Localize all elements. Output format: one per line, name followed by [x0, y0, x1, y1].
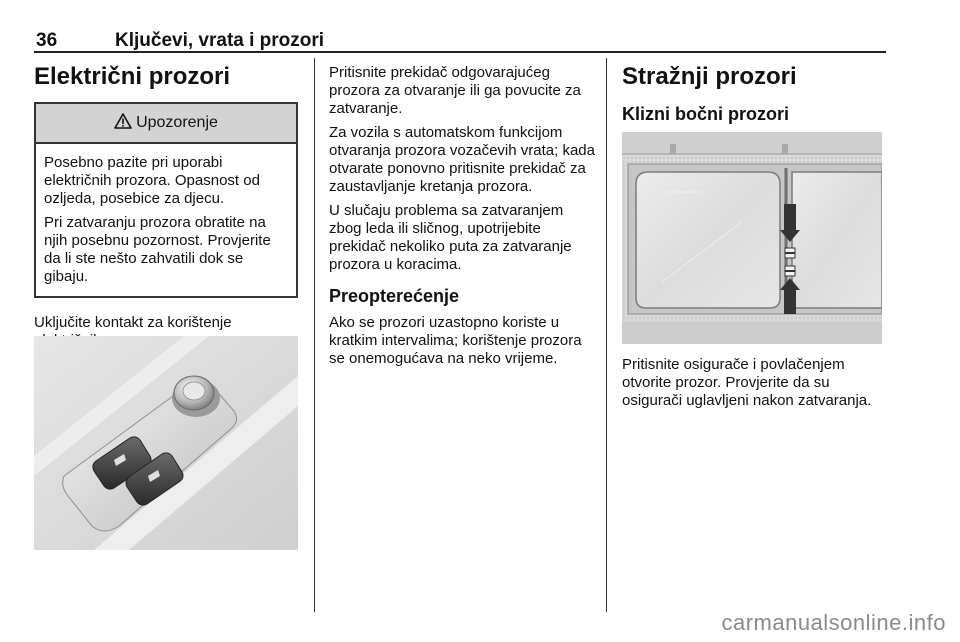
column-3-lower	[622, 356, 892, 416]
window-switch-illustration	[34, 336, 298, 550]
section-title-rear-windows: Stražnji prozori	[622, 63, 797, 90]
column-3	[622, 58, 886, 132]
column-divider-1	[314, 58, 315, 612]
watermark: carmanualsonline.info	[721, 610, 946, 635]
chapter-title: Ključevi, vrata i prozori	[115, 30, 325, 51]
column-1	[34, 58, 298, 356]
paragraph-overload: Ako se prozori uzastopno koriste u kratkim intervalima; korištenje prozora se onemogućava na neko vrijeme.	[329, 314, 582, 367]
warning-paragraph: Pri zatvaranju prozora obratite na njih posebnu pozornost. Provjerite da li ste nešto zahvatili dok se gibaju.	[44, 214, 271, 285]
subheading-overload: Preopterećenje	[329, 286, 460, 306]
header-rule	[34, 51, 886, 53]
sliding-window-illustration	[622, 132, 882, 344]
column-2	[329, 58, 595, 374]
paragraph-ice-problem: U slučaju problema sa zatvaranjem zbog leda ili sličnog, upotrijebite prekidač nekoliko puta za zatvaranje prozora u koracima.	[329, 202, 572, 273]
warning-paragraph: Posebno pazite pri uporabi električnih prozora. Opasnost od ozljeda, posebice za djecu.	[44, 154, 260, 207]
paragraph-auto-function: Za vozila s automatskom funkcijom otvaranja prozora vozačevih vrata; kada otvarate ponovno pritisnite prekidač za zaustavljanje kretanja prozora.	[329, 124, 595, 195]
warning-body	[36, 144, 296, 296]
subheading-sliding-windows: Klizni bočni prozori	[622, 104, 789, 124]
paragraph-switch-operation: Pritisnite prekidač odgovarajućeg prozora za otvaranje ili ga povucite za zatvaranje.	[329, 64, 581, 117]
column-divider-2	[606, 58, 607, 612]
warning-label: Upozorenje	[136, 114, 218, 131]
warning-box	[34, 102, 298, 298]
warning-triangle-icon	[114, 113, 132, 134]
paragraph-ignition: Uključite kontakt za korištenje	[34, 314, 232, 331]
section-title-power-windows: Električni prozori	[34, 63, 231, 90]
page-number: 36	[36, 30, 58, 51]
paragraph-latches: Pritisnite osigurače i povlačenjem otvorite prozor. Provjerite da su osigurači uglavljeni nakon zatvaranja.	[622, 356, 872, 409]
warning-header	[36, 104, 296, 144]
